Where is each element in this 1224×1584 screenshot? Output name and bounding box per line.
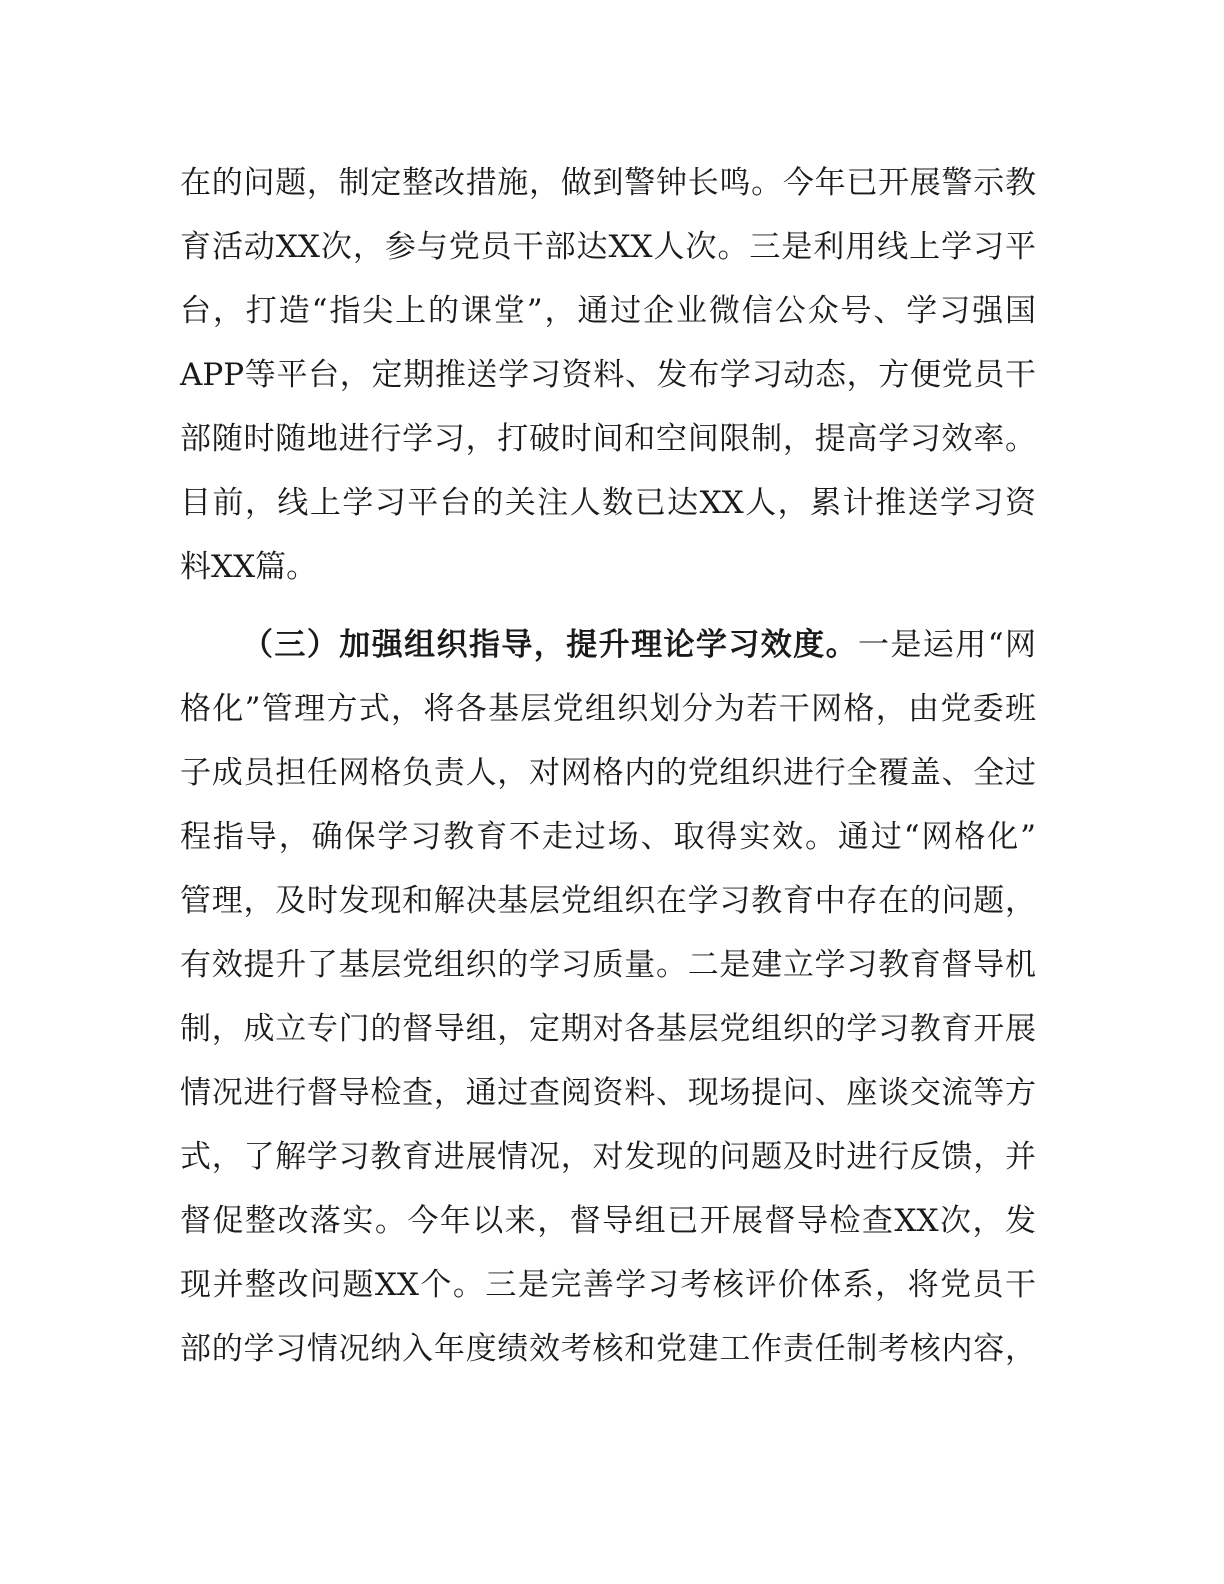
text-line: 情况进行督导检查，通过查阅资料、现场提问、座谈交流等方 bbox=[180, 1075, 1036, 1111]
heading-line-rest: 一是运用“网 bbox=[858, 627, 1036, 663]
text-line: 育活动XX次，参与党员干部达XX人次。三是利用线上学习平 bbox=[180, 229, 1036, 265]
text-line: 子成员担任网格负责人，对网格内的党组织进行全覆盖、全过 bbox=[180, 755, 1036, 791]
text-line: 部的学习情况纳入年度绩效考核和党建工作责任制考核内容， bbox=[180, 1331, 1036, 1367]
text-line: 管理，及时发现和解决基层党组织在学习教育中存在的问题， bbox=[180, 883, 1036, 919]
heading-line bbox=[180, 613, 1036, 677]
text-line: 现并整改问题XX个。三是完善学习考核评价体系，将党员干 bbox=[180, 1267, 1036, 1303]
text-line: 式，了解学习教育进展情况，对发现的问题及时进行反馈，并 bbox=[180, 1139, 1036, 1175]
text-line: 有效提升了基层党组织的学习质量。二是建立学习教育督导机 bbox=[180, 947, 1036, 983]
paragraph-organization-guidance bbox=[180, 613, 1036, 1381]
text-line: 在的问题，制定整改措施，做到警钟长鸣。今年已开展警示教 bbox=[180, 165, 1036, 201]
text-line: 格化”管理方式，将各基层党组织划分为若干网格，由党委班 bbox=[180, 691, 1036, 727]
text-line: 料XX篇。 bbox=[180, 549, 318, 585]
text-line: 督促整改落实。今年以来，督导组已开展督导检查XX次，发 bbox=[180, 1203, 1036, 1239]
text-line: APP等平台，定期推送学习资料、发布学习动态，方便党员干 bbox=[180, 357, 1036, 393]
paragraph-online-learning bbox=[180, 151, 1036, 599]
section-heading: （三）加强组织指导，提升理论学习效度。 bbox=[242, 627, 859, 663]
text-line: 台，打造“指尖上的课堂”，通过企业微信公众号、学习强国 bbox=[180, 293, 1036, 329]
text-line: 目前，线上学习平台的关注人数已达XX人，累计推送学习资 bbox=[180, 485, 1036, 521]
text-line: 程指导，确保学习教育不走过场、取得实效。通过“网格化” bbox=[180, 819, 1036, 855]
text-line: 制，成立专门的督导组，定期对各基层党组织的学习教育开展 bbox=[180, 1011, 1036, 1047]
text-line: 部随时随地进行学习，打破时间和空间限制，提高学习效率。 bbox=[180, 421, 1036, 457]
